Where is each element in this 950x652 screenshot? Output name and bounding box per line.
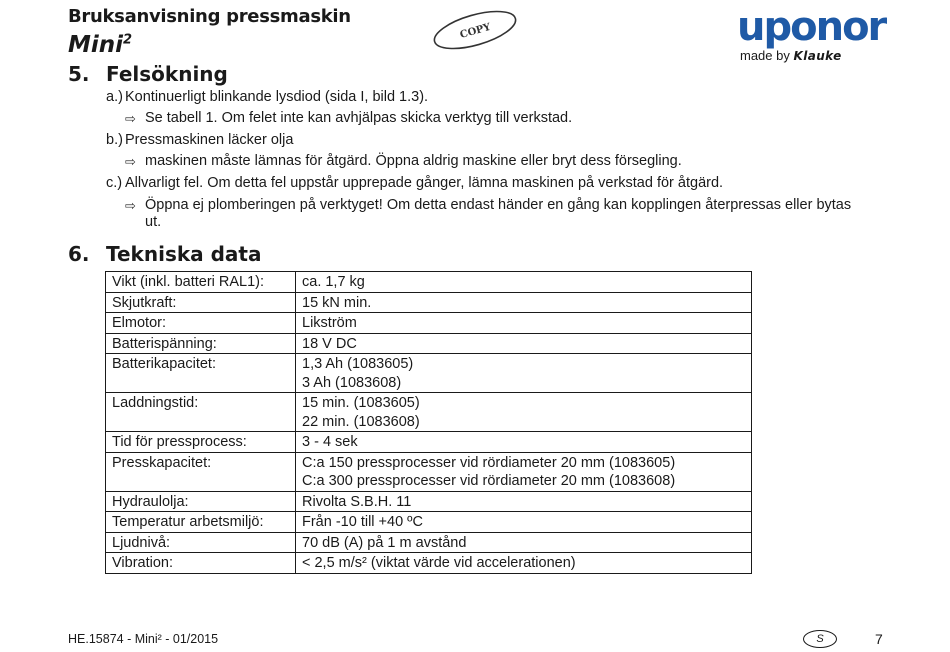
fault-b-remedy: maskinen måste lämnas för åtgärd. Öppna aldrig maskine eller bryt dess försegling. (145, 153, 682, 169)
table-row (106, 393, 752, 432)
footer-doc-code: HE.15874 - Mini² - 01/2015 (68, 632, 219, 646)
made-by-label: made by (740, 48, 790, 63)
spec-value: 1,3 Ah (1083605) 3 Ah (1083608) (296, 354, 752, 393)
spec-value: Från -10 till +40 ºC (296, 512, 752, 533)
section-6-number: 6. (68, 242, 90, 266)
spec-key: Skjutkraft: (106, 292, 296, 313)
spec-key: Presskapacitet: (106, 452, 296, 491)
spec-key: Hydraulolja: (106, 491, 296, 512)
product-name (68, 32, 132, 58)
product-name-superscript: 2 (123, 32, 133, 48)
spec-value: ca. 1,7 kg (296, 272, 752, 293)
spec-value: Rivolta S.B.H. 11 (296, 491, 752, 512)
table-row (106, 553, 752, 574)
spec-key: Batterispänning: (106, 333, 296, 354)
made-by-line (740, 48, 842, 63)
spec-key: Vibration: (106, 553, 296, 574)
table-row (106, 491, 752, 512)
spec-key: Ljudnivå: (106, 532, 296, 553)
spec-key: Batterikapacitet: (106, 354, 296, 393)
fault-b-text: Pressmaskinen läcker olja (125, 132, 294, 148)
table-row (106, 354, 752, 393)
arrow-right-icon: ⇨ (125, 111, 136, 126)
section-5-title: Felsökning (106, 62, 228, 86)
fault-c-remedy-line-2: ut. (145, 214, 162, 230)
product-name-text: Mini (68, 32, 124, 58)
spec-value: 15 min. (1083605) 22 min. (1083608) (296, 393, 752, 432)
spec-key: Laddningstid: (106, 393, 296, 432)
copy-stamp-text: COPY (458, 21, 492, 42)
spec-value: 70 dB (A) på 1 m avstånd (296, 532, 752, 553)
section-6-title: Tekniska data (106, 242, 262, 266)
fault-a-label: a.) (106, 89, 123, 105)
fault-b (106, 132, 293, 148)
page-number: 7 (875, 631, 883, 647)
fault-c-text: Allvarligt fel. Om detta fel uppstår upprepade gånger, lämna maskinen på verkstad för åtgärd. (125, 175, 724, 191)
section-5-number: 5. (68, 62, 90, 86)
spec-value: Likström (296, 313, 752, 334)
spec-value: 3 - 4 sek (296, 432, 752, 453)
table-row (106, 432, 752, 453)
section-6-heading (68, 242, 261, 266)
table-row (106, 333, 752, 354)
arrow-right-icon: ⇨ (125, 154, 136, 169)
copy-stamp-icon (430, 8, 520, 52)
spec-key: Temperatur arbetsmiljö: (106, 512, 296, 533)
spec-value: C:a 150 pressprocesser vid rördiameter 20 mm (1083605) C:a 300 pressprocesser vid rördiameter 20 mm (1083608) (296, 452, 752, 491)
table-row (106, 452, 752, 491)
table-row (106, 292, 752, 313)
table-row (106, 532, 752, 553)
spec-key: Elmotor: (106, 313, 296, 334)
language-badge: S (803, 630, 837, 648)
spec-value: 15 kN min. (296, 292, 752, 313)
document-title: Bruksanvisning pressmaskin (68, 6, 351, 27)
fault-a-remedy: Se tabell 1. Om felet inte kan avhjälpas skicka verktyg till verkstad. (145, 110, 573, 126)
spec-value: 18 V DC (296, 333, 752, 354)
section-5-heading (68, 62, 228, 86)
spec-key: Tid för pressprocess: (106, 432, 296, 453)
fault-c-remedy-line-1: Öppna ej plomberingen på verktyget! Om detta endast händer en gång kan kopplingen återpressas eller bytas (145, 197, 852, 213)
spec-value: < 2,5 m/s² (viktat värde vid accelerationen) (296, 553, 752, 574)
spec-key: Vikt (inkl. batteri RAL1): (106, 272, 296, 293)
technical-data-table (105, 271, 752, 574)
table-row (106, 512, 752, 533)
fault-c-label: c.) (106, 175, 123, 191)
made-by-brand: Klauke (793, 49, 842, 63)
fault-a-text: Kontinuerligt blinkande lysdiod (sida I, bild 1.3). (125, 89, 429, 105)
logo-text: uponor (737, 4, 886, 50)
fault-b-label: b.) (106, 132, 123, 148)
table-row (106, 313, 752, 334)
arrow-right-icon: ⇨ (125, 198, 136, 213)
fault-a (106, 89, 428, 105)
fault-c (106, 175, 723, 191)
table-row (106, 272, 752, 293)
uponor-logo-icon (737, 2, 887, 50)
